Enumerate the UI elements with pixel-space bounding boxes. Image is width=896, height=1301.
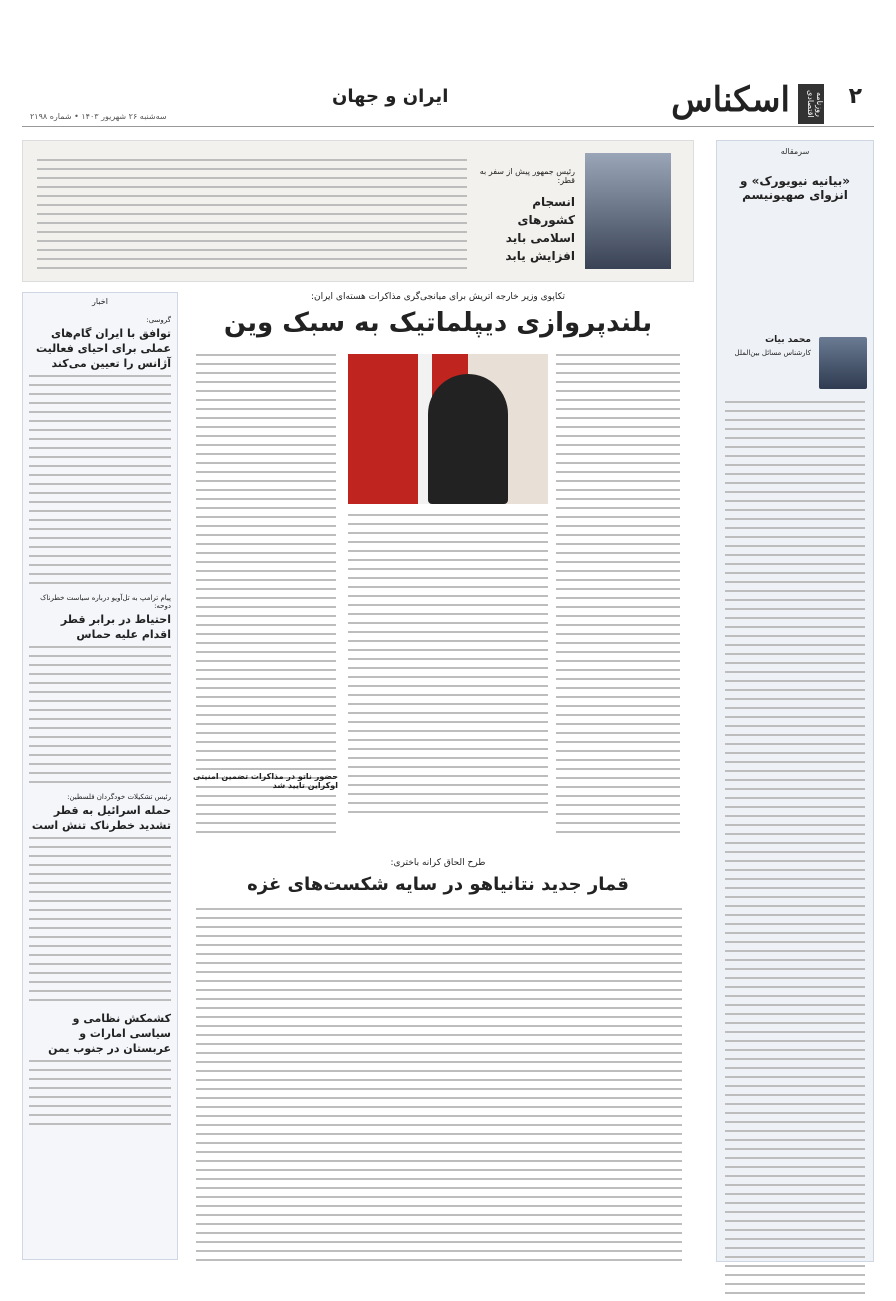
logo-badge: روزنامه اقتصادی <box>798 84 824 124</box>
section-title: ایران و جهان <box>332 86 449 107</box>
sidebar-tag: اخبار <box>92 297 108 306</box>
main-body-col1 <box>556 354 680 840</box>
author-role: کارشناس مسائل بین‌الملل <box>734 349 811 357</box>
editorial-column <box>716 140 874 1262</box>
minister-photo <box>348 354 548 504</box>
newspaper-logo: اسکناس <box>671 80 790 120</box>
news-body <box>29 1060 171 1125</box>
gaza-story <box>188 858 688 1258</box>
author-photo <box>819 337 867 389</box>
main-story <box>188 292 688 852</box>
editorial-body <box>725 401 865 1301</box>
news-kicker: گروسی: <box>146 316 171 324</box>
gaza-headline: قمار جدید نتانیاهو در سایه شکست‌های غزه <box>247 874 629 895</box>
gaza-body <box>196 908 682 1268</box>
main-kicker: تکاپوی وزیر خارجه اتریش برای میانجی‌گری مذاکرات هسته‌ای ایران: <box>310 292 566 302</box>
person-figure <box>428 374 508 504</box>
gaza-kicker: طرح الحاق کرانه باختری: <box>390 858 486 868</box>
president-photo <box>585 153 671 269</box>
news-kicker: پیام ترامپ به تل‌آویو درباره ‌سیاست خطرناک دوحه: <box>40 594 171 610</box>
news-title: توافق با ایران گام‌های عملی برای احیای فعالیت آژانس را تعیین می‌کند <box>35 327 171 370</box>
news-title: احتیاط در برابر قطر اقدام علیه حماس <box>60 613 171 641</box>
interview-box <box>22 140 694 282</box>
main-body-mid <box>348 514 548 820</box>
interview-body <box>37 159 467 276</box>
news-body <box>29 837 171 1001</box>
news-body <box>29 375 171 584</box>
news-sidebar <box>22 292 178 1260</box>
editorial-title: «بیانیه نیویورک» و انزوای صهیونیسم <box>739 174 851 202</box>
interview-title: انسجام کشورهای اسلامی باید افزایش یابد <box>505 195 575 263</box>
news-title: کشمکش نظامی و سیاسی امارات و عربستان در جنوب یمن <box>48 1012 171 1055</box>
interview-kicker: رئیس جمهور پیش از سفر به قطر: <box>479 167 575 185</box>
news-kicker: رئیس تشکیلات خودگردان فلسطین: <box>67 793 171 801</box>
page-number: ۲ <box>848 84 862 109</box>
main-body-col4 <box>196 354 336 840</box>
main-headline: بلندپروازی دیپلماتیک به سبک وین <box>223 308 653 338</box>
news-title: حمله اسرائیل به قطر تشدید خطرناک تنش است <box>31 804 171 832</box>
author-name: محمد بیات <box>765 335 811 345</box>
editorial-tag: سرمقاله <box>780 147 810 156</box>
masthead <box>22 76 874 127</box>
dateline: سه‌شنبه ۲۶ شهریور ۱۴۰۳ • شماره ۲۱۹۸ <box>30 112 167 121</box>
news-body <box>29 646 171 783</box>
main-subhead: حضور ناتو در مذاکرات تضمین امنیتی اوکراین تایید شد <box>193 772 338 790</box>
